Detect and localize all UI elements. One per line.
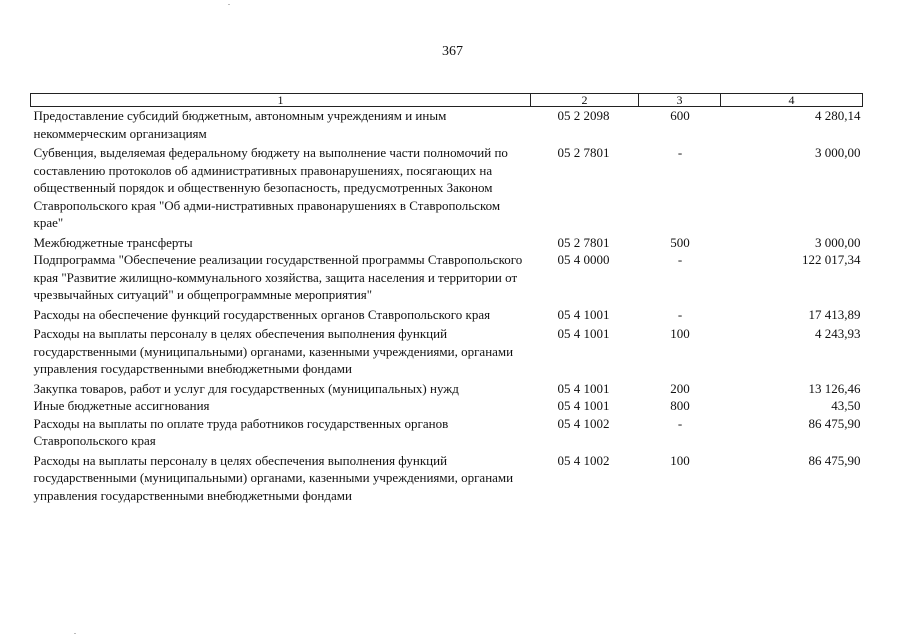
column-header-sum: 4 (721, 94, 863, 107)
row-type: 100 (670, 326, 690, 341)
row-type: 800 (670, 398, 690, 413)
table-row (31, 234, 863, 252)
row-sum: 122 017,34 (802, 252, 861, 267)
scan-speck (74, 633, 76, 634)
row-code: 05 4 1001 (557, 326, 610, 341)
row-name: Иные бюджетные ассигнования (33, 398, 210, 413)
row-name: Субвенция, выделяемая федеральному бюджету на выполнение части полномочий по составлению протоколов об административных правонарушениях, посягающих на общественный порядок и общественную безопасность, предусмотренных Законом Ставропольского края "Об адми-нистративных правонарушениях в Ставропольском крае" (33, 145, 508, 230)
row-type: - (677, 306, 683, 322)
page-number: 367 (442, 44, 463, 59)
header-row (31, 94, 863, 107)
table-row (31, 380, 863, 398)
row-name: Закупка товаров, работ и услуг для государственных (муниципальных) нужд (33, 380, 459, 396)
table-row (31, 107, 863, 145)
row-type: 500 (670, 234, 690, 250)
table-body (31, 107, 863, 505)
row-type: - (677, 145, 683, 160)
row-sum: 4 243,93 (815, 326, 861, 341)
column-header-code: 2 (531, 94, 639, 107)
row-name: Расходы на выплаты по оплате труда работников государственных органов Ставропольского края (33, 415, 449, 448)
row-sum: 3 000,00 (815, 234, 861, 250)
row-name: Расходы на выплаты персоналу в целях обеспечения выполнения функций государственными (муниципальными) органами, казенными учреждениями, органами управления государственными внебюджетными фондами (33, 326, 514, 376)
row-sum: 13 126,46 (808, 380, 861, 396)
row-type: 600 (670, 108, 690, 123)
row-name: Предоставление субсидий бюджетным, автономным учреждениям и иным некоммерческим организациям (33, 108, 447, 141)
row-code: 05 2 7801 (557, 145, 610, 160)
table-row (31, 415, 863, 452)
row-code: 05 2 7801 (557, 234, 610, 250)
table-row (31, 397, 863, 415)
row-name: Подпрограмма "Обеспечение реализации государственной программы Ставропольского края "Развитие жилищно-коммунального хозяйства, защита населения и территории от чрезвычайных ситуаций" и общепрограммные мероприятия" (33, 252, 523, 302)
budget-table (30, 93, 863, 504)
row-type: - (677, 252, 683, 267)
table-row (31, 251, 863, 306)
row-code: 05 4 1002 (557, 452, 610, 468)
row-sum: 86 475,90 (808, 452, 861, 468)
row-code: 05 4 1001 (557, 306, 610, 322)
row-sum: 4 280,14 (815, 108, 861, 123)
row-code: 05 4 1002 (557, 415, 610, 431)
table-header (31, 94, 863, 107)
row-sum: 3 000,00 (815, 145, 861, 160)
row-name: Расходы на обеспечение функций государственных органов Ставропольского края (33, 306, 491, 322)
row-code: 05 4 1001 (557, 398, 610, 413)
row-code: 05 4 0000 (557, 252, 610, 267)
column-header-type: 3 (639, 94, 721, 107)
scan-speck (228, 4, 230, 5)
row-sum: 43,50 (831, 398, 861, 413)
table-row (31, 306, 863, 326)
row-name: Межбюджетные трансферты (33, 234, 193, 250)
table-row (31, 144, 863, 234)
table-row (31, 325, 863, 380)
table-row (31, 452, 863, 505)
row-code: 05 2 2098 (557, 108, 610, 123)
row-code: 05 4 1001 (557, 380, 610, 396)
column-header-name: 1 (31, 94, 531, 107)
row-sum: 17 413,89 (808, 306, 861, 322)
row-type: - (677, 415, 683, 431)
row-type: 200 (670, 380, 690, 396)
row-name: Расходы на выплаты персоналу в целях обеспечения выполнения функций государственными (муниципальными) органами, казенными учреждениями, органами управления государственными внебюджетными фондами (33, 452, 514, 503)
row-sum: 86 475,90 (808, 415, 861, 431)
row-type: 100 (670, 452, 690, 468)
